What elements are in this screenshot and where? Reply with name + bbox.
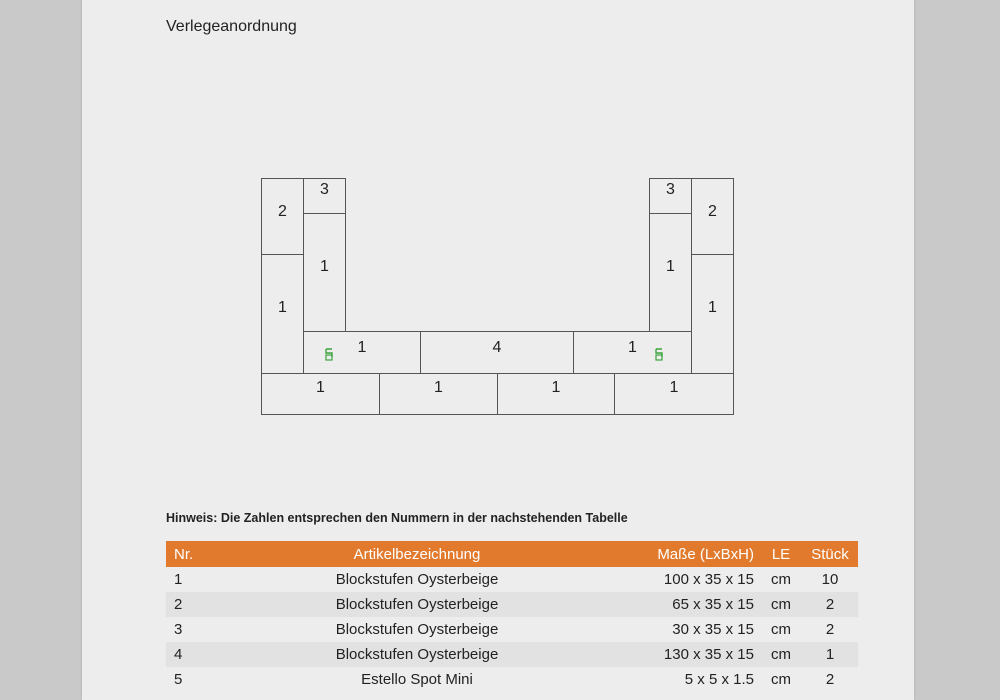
cell-qty: 2 [825, 621, 835, 638]
cell-le: cm [771, 571, 791, 588]
block-number: 2 [708, 203, 717, 220]
block-number: 1 [669, 379, 679, 396]
block-number: 1 [628, 339, 637, 356]
cell-dims: 100 x 35 x 15 [663, 571, 754, 588]
parts-table [166, 541, 858, 692]
table-row [166, 592, 858, 617]
block-number: 1 [320, 258, 329, 275]
cell-dims: 65 x 35 x 15 [628, 592, 760, 617]
table-row [166, 642, 858, 667]
cell-nr: 4 [166, 642, 206, 667]
cell-name: Estello Spot Mini [361, 671, 473, 688]
block-right-inner-top [649, 178, 692, 214]
block-number: 3 [666, 181, 675, 198]
cell-name: Blockstufen Oysterbeige [206, 592, 628, 617]
block-number: 1 [551, 379, 561, 396]
table-row [166, 667, 858, 692]
document-page [82, 0, 914, 700]
block-upper-left [303, 331, 421, 374]
cell-nr: 5 [174, 671, 183, 688]
cell-le: cm [760, 592, 802, 617]
layout-diagram [82, 0, 914, 480]
block-bottom-4 [614, 373, 734, 415]
cell-le: cm [760, 642, 802, 667]
cell-name: Blockstufen Oysterbeige [206, 642, 628, 667]
header-name: Artikelbezeichnung [206, 541, 628, 567]
block-number: 1 [434, 379, 443, 396]
header-le: LE [760, 541, 802, 567]
header-dims: Maße (LxBxH) [628, 541, 760, 567]
table-header-row [166, 541, 858, 567]
section-title: Verlegeanordnung [166, 18, 297, 35]
block-bottom-3 [497, 373, 615, 415]
block-number: 1 [666, 258, 675, 275]
cell-le: cm [771, 671, 791, 688]
led-spot-icon [324, 347, 334, 361]
block-bottom-1 [261, 373, 380, 415]
cell-dims: 30 x 35 x 15 [672, 621, 754, 638]
header-nr: Nr. [166, 541, 206, 567]
block-upper-right [573, 331, 692, 374]
cell-nr: 1 [174, 571, 183, 588]
cell-name: Blockstufen Oysterbeige [335, 571, 499, 588]
block-left-outer-mid [261, 254, 304, 374]
block-left-inner-mid [303, 213, 346, 332]
block-number: 1 [278, 299, 287, 316]
block-bottom-2 [379, 373, 498, 415]
cell-dims: 5 x 5 x 1.5 [684, 671, 754, 688]
cell-qty: 10 [821, 571, 839, 588]
block-right-outer-top [691, 178, 734, 255]
led-spot-icon [654, 347, 664, 361]
block-left-inner-top [303, 178, 346, 214]
block-right-outer-mid [691, 254, 734, 374]
block-number: 2 [278, 203, 287, 220]
block-number: 1 [357, 339, 367, 356]
block-upper-center [420, 331, 574, 374]
block-number: 1 [708, 299, 717, 316]
block-right-inner-mid [649, 213, 692, 332]
block-left-outer-top [261, 178, 304, 255]
cell-qty: 2 [802, 592, 858, 617]
cell-nr: 3 [174, 621, 183, 638]
block-number: 4 [492, 339, 502, 356]
table-row [166, 617, 858, 642]
block-number: 3 [320, 181, 329, 198]
cell-qty: 2 [825, 671, 835, 688]
block-number: 1 [316, 379, 325, 396]
cell-qty: 1 [802, 642, 858, 667]
header-qty: Stück [802, 541, 858, 567]
cell-le: cm [771, 621, 791, 638]
table-note: Hinweis: Die Zahlen entsprechen den Nummern in der nachstehenden Tabelle [166, 511, 628, 525]
cell-dims: 130 x 35 x 15 [628, 642, 760, 667]
cell-name: Blockstufen Oysterbeige [335, 621, 499, 638]
cell-nr: 2 [166, 592, 206, 617]
table-row [166, 567, 858, 592]
